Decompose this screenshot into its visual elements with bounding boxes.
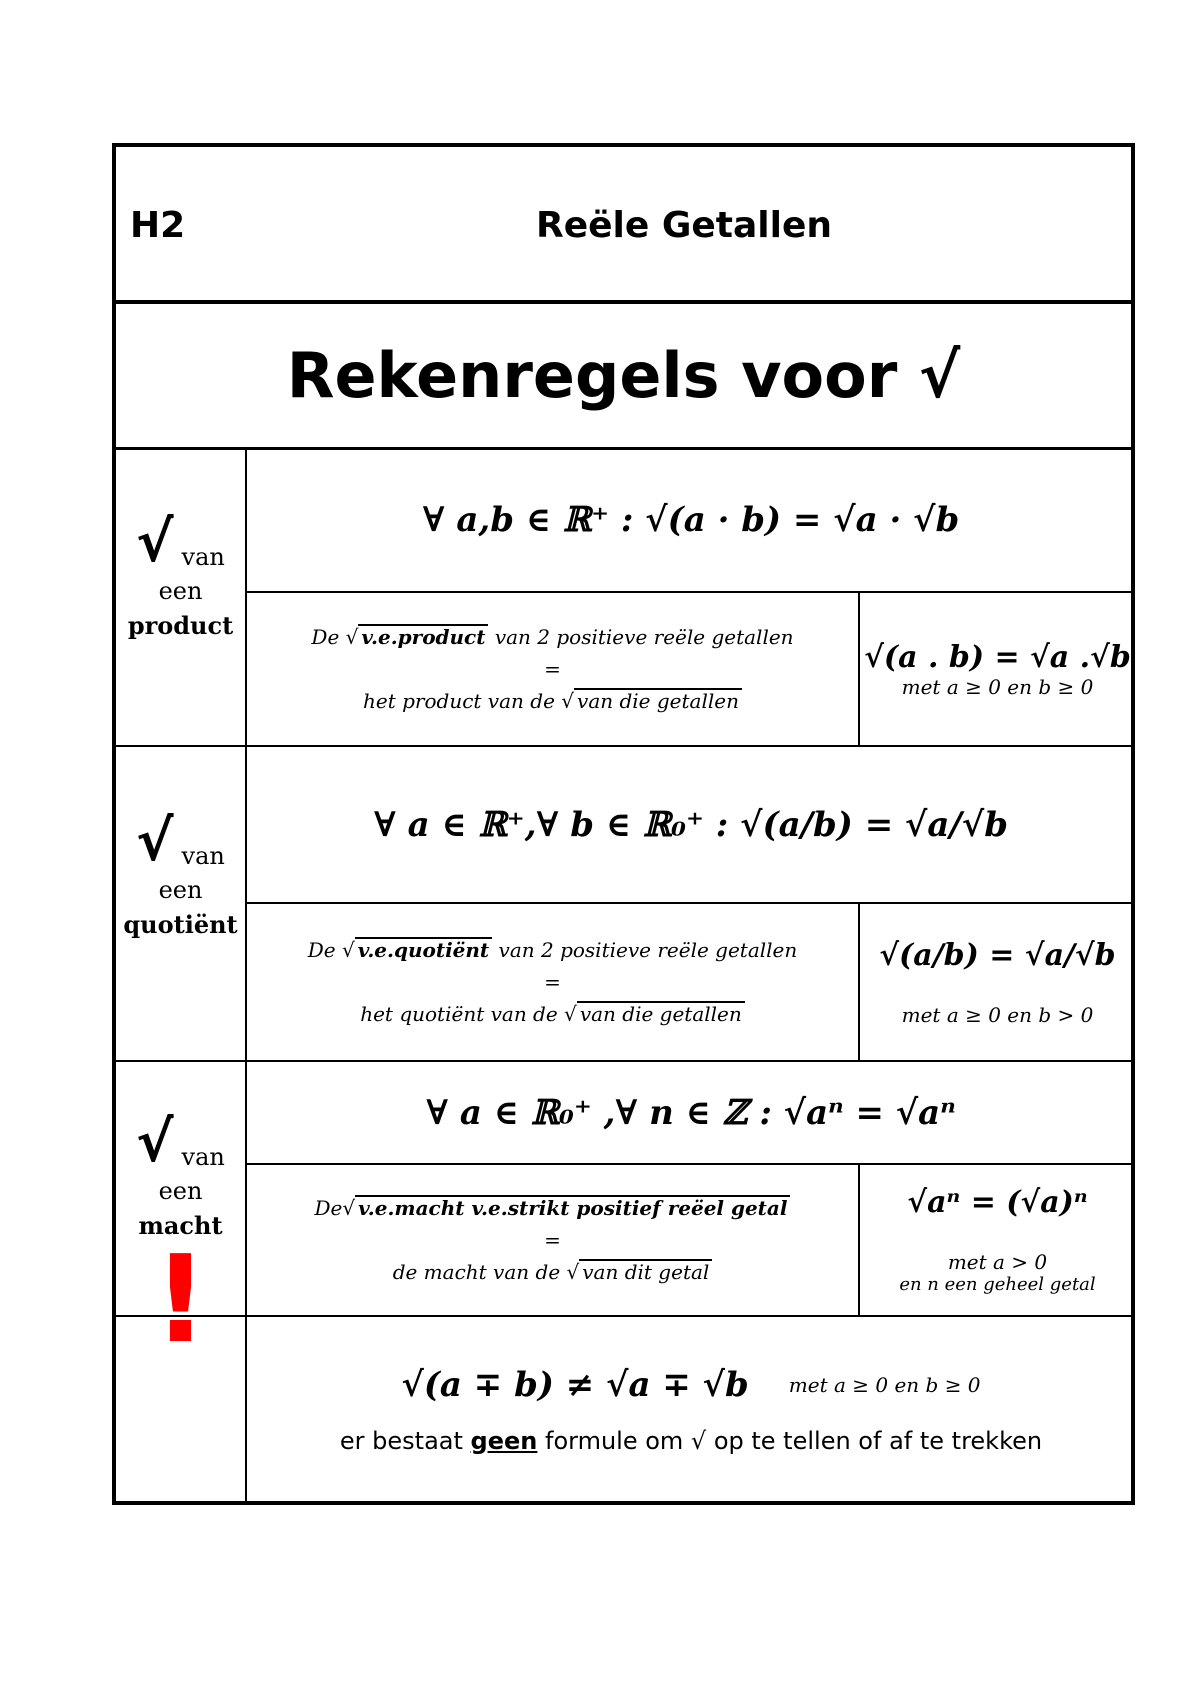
formula-text: ∀ a ∈ ℝ₀⁺ ,∀ n ∈ ℤ : √aⁿ = √aⁿ	[426, 1092, 956, 1133]
formula-text: ∀ a ∈ ℝ⁺,∀ b ∈ ℝ₀⁺ : √(a/b) = √a/√b	[374, 804, 1008, 845]
short-formula: √(a/b) = √a/√b	[879, 937, 1116, 973]
desc-equals: =	[544, 970, 561, 994]
desc-text: de macht van de √	[392, 1260, 580, 1284]
condition: met a ≥ 0 en b ≥ 0	[901, 674, 1094, 699]
side-keyword: quotiënt	[123, 910, 238, 939]
root-symbol: √	[136, 1110, 174, 1175]
formula-power	[247, 1062, 1135, 1163]
side-van: van	[181, 1142, 225, 1171]
main-title: Rekenregels voor √	[286, 339, 961, 412]
desc-radicand: van dit getal	[579, 1259, 712, 1284]
warning-formula: √(a ∓ b) ≠ √a ∓ √b	[401, 1364, 749, 1405]
warning-keyword: geen	[470, 1426, 538, 1455]
desc-keyword: v.e.quotiënt	[357, 938, 490, 962]
chapter-title: Reële Getallen	[536, 205, 833, 246]
desc-text: van 2 positieve reële getallen	[492, 938, 798, 962]
desc-equals: =	[544, 657, 561, 681]
short-rule-product	[860, 593, 1135, 745]
desc-radicand: van die getallen	[574, 688, 742, 713]
warning-text-post: formule om √ op te tellen of af te trekken	[537, 1426, 1043, 1455]
root-symbol: √	[136, 809, 174, 874]
desc-radicand: van die getallen	[577, 1001, 745, 1026]
desc-text: De√	[314, 1196, 356, 1220]
divider	[116, 300, 1131, 304]
formula-quotient	[247, 747, 1135, 902]
side-label-product	[116, 510, 245, 640]
side-keyword: macht	[138, 1211, 223, 1240]
formula-product	[247, 449, 1135, 591]
condition: met a > 0	[947, 1250, 1048, 1274]
description-quotient	[247, 904, 858, 1060]
desc-text: De √	[311, 625, 359, 649]
side-label-power	[116, 1110, 245, 1240]
short-formula: √aⁿ = (√a)ⁿ	[907, 1185, 1088, 1220]
chapter-label: H2	[130, 205, 186, 246]
condition-2: en n een geheel getal	[899, 1274, 1096, 1295]
warning-text-pre: er bestaat	[339, 1426, 471, 1455]
side-een: een	[158, 876, 203, 904]
warning-section	[247, 1317, 1135, 1502]
condition: met a ≥ 0 en b > 0	[901, 1002, 1094, 1027]
desc-text: De √	[307, 938, 355, 962]
warning-icon: !	[153, 1231, 208, 1370]
desc-text: van 2 positieve reële getallen	[488, 625, 794, 649]
root-symbol: √	[136, 510, 174, 575]
desc-keyword: v.e.product	[361, 625, 486, 649]
formula-text: ∀ a,b ∈ ℝ⁺ : √(a · b) = √a · √b	[422, 500, 960, 540]
warning-condition: met a ≥ 0 en b ≥ 0	[788, 1372, 981, 1397]
side-keyword: product	[127, 611, 234, 640]
description-power	[247, 1165, 858, 1315]
desc-keyword: v.e.macht v.e.strikt positief reëel getal	[358, 1196, 788, 1220]
side-van: van	[181, 841, 225, 870]
desc-text: het product van de √	[363, 689, 575, 713]
side-een: een	[158, 577, 203, 605]
description-product	[247, 593, 858, 745]
side-een: een	[158, 1177, 203, 1205]
desc-text: het quotiënt van de √	[360, 1002, 577, 1026]
side-van: van	[181, 542, 225, 571]
rules-sheet	[112, 143, 1135, 1505]
short-formula: √(a . b) = √a .√b	[864, 639, 1131, 675]
desc-equals: =	[544, 1228, 561, 1252]
short-rule-quotient	[860, 904, 1135, 1060]
warning-text	[340, 1427, 1042, 1455]
side-label-quotient	[116, 809, 245, 939]
short-rule-power	[860, 1165, 1135, 1315]
